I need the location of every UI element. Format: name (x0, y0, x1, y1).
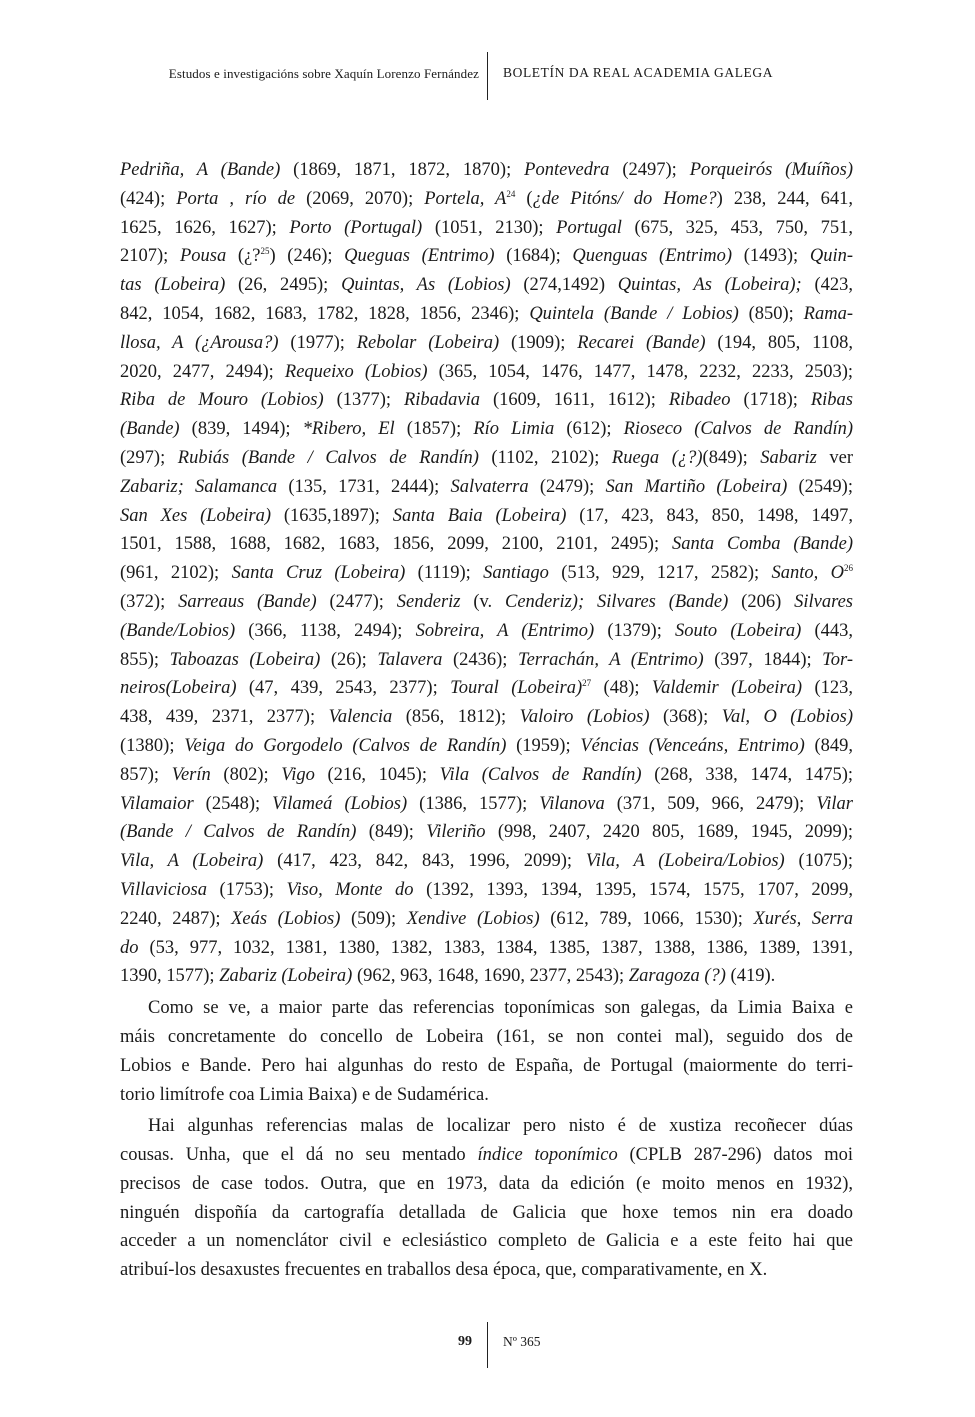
italic-text: Quintas, As (Lobeira); (617, 275, 802, 296)
text-line (120, 905, 853, 934)
text: ) 238, 244, 641, (716, 188, 853, 209)
italic-text: Zabariz (Lobeira) (219, 966, 353, 987)
running-header (0, 52, 975, 100)
text: (1386, 1577); (407, 793, 540, 814)
text-line (120, 1170, 853, 1199)
text: Lobios e Bande. Pero hai algunhas do resto de España, de Portugal (maiormente do terri- (120, 1055, 853, 1076)
text: (675, 325, 453, 750, 751, (621, 217, 853, 238)
text: (1909); (499, 332, 578, 353)
text: (1857); (394, 419, 474, 440)
italic-text: Vilamaior (120, 793, 194, 814)
text-line (120, 934, 853, 963)
text: (417, 423, 842, 843, 1996, 2099); (263, 851, 586, 872)
italic-text: Villaviciosa (120, 879, 207, 900)
italic-text: Vilar (816, 793, 854, 814)
text-line (120, 1023, 853, 1052)
text: (397, 1844); (703, 649, 823, 670)
italic-text: (Bande) (120, 419, 180, 440)
italic-text: Souto (Lobeira) (675, 620, 802, 641)
text-line (120, 214, 853, 243)
text: cousas. Unha, que el dá no seu mentado (120, 1145, 478, 1166)
body-paragraph-1 (120, 994, 853, 1109)
text-line (120, 876, 853, 905)
italic-text: Vigo (281, 764, 315, 785)
italic-text: Vilanova (539, 793, 605, 814)
italic-text: *Ribero, El (302, 419, 395, 440)
text: (1392, 1393, 1394, 1395, 1574, 1575, 1707, 2099, (413, 879, 853, 900)
text: (839, 1494); (179, 419, 303, 440)
text: (47, 439, 2543, 2377); (236, 678, 451, 699)
text: (2479); (528, 476, 606, 497)
text: (856, 1812); (392, 707, 520, 728)
text: (¿? (226, 246, 261, 267)
text: (1635,1897); (271, 505, 393, 526)
text-line (120, 329, 853, 358)
text: (1377); (323, 390, 404, 411)
italic-text: Valoiro (Lobios) (519, 707, 650, 728)
text-line (120, 847, 853, 876)
text: (297); (120, 447, 178, 468)
italic-text: Pousa (179, 246, 227, 267)
italic-text: Ribadavia (403, 390, 481, 411)
text-line (120, 761, 853, 790)
body-paragraph-2 (120, 1112, 853, 1285)
italic-text: Xendive (Lobios) (406, 908, 540, 929)
text: (368); (649, 707, 722, 728)
text: (1609, 1611, 1612); (480, 390, 669, 411)
italic-text: Toural (Lobeira) (450, 678, 583, 699)
italic-text: Véncias (Venceáns, Entrimo) (580, 735, 805, 756)
text: (513, 929, 1217, 2582); (548, 563, 772, 584)
italic-text: Val, O (Lobios) (721, 707, 853, 728)
text: (961, 2102); (120, 563, 232, 584)
text-line (120, 818, 853, 847)
text: torio limítrofe coa Limia Baixa) e de Sudamérica. (120, 1084, 489, 1105)
text-line (120, 300, 853, 329)
italic-text: Xeás (Lobios) (231, 908, 341, 929)
text: (1977); (278, 332, 357, 353)
text-line (120, 732, 853, 761)
italic-text: Porqueirós (Muíños) (689, 160, 853, 180)
text-line (120, 646, 853, 675)
text: (423, (801, 275, 854, 296)
italic-text: neiros(Lobeira) (120, 678, 237, 699)
page-number: 99 (458, 1334, 472, 1349)
text: máis concretamente do concello de Lobeira (161, se non contei mal), seguido dos de (120, 1026, 853, 1047)
text-line (120, 1227, 853, 1256)
italic-text: Valencia (328, 707, 393, 728)
italic-text: Vila, A (Lobeira) (120, 851, 264, 872)
text: ( (515, 188, 533, 209)
text: (216, 1045); (314, 764, 440, 785)
text: (2497); (609, 160, 690, 180)
italic-text: llosa, A (¿Arousa?) (120, 332, 279, 353)
italic-text: Quin- (809, 246, 853, 267)
text: 2107); (120, 246, 180, 267)
italic-text: Sabariz (760, 447, 817, 468)
italic-text: Rubiás (Bande / Calvos de Randín) (177, 447, 479, 468)
italic-text: Portugal (556, 217, 622, 238)
text-line (120, 242, 853, 271)
text-line (120, 1256, 853, 1285)
italic-text: Sobreira, A (Entrimo) (415, 620, 595, 641)
italic-text: tas (Lobeira) (120, 275, 226, 296)
text-line (120, 703, 853, 732)
italic-text: índice toponímico (477, 1145, 618, 1166)
text: (2548); (193, 793, 273, 814)
text: (123, (802, 678, 853, 699)
italic-text: Riba de Mouro (Lobios) (120, 390, 324, 411)
text: (612, 789, 1066, 1530); (539, 908, 754, 929)
issue-number: Nº 365 (503, 1334, 541, 1349)
header-journal-title: BOLETÍN DA REAL ACADEMIA GALEGA (503, 65, 774, 80)
text-line (120, 444, 853, 473)
italic-text: Río Limia (473, 419, 555, 440)
text: (419). (725, 966, 776, 987)
text-line (120, 994, 853, 1023)
italic-text: Quenguas (Entrimo) (572, 246, 733, 267)
text: (612); (554, 419, 624, 440)
italic-text: Santa Baia (Lobeira) (392, 505, 567, 526)
text-line (120, 790, 853, 819)
text-line (120, 674, 853, 703)
italic-text: ¿de Pitóns/ do Home? (532, 188, 717, 209)
text: (1051, 2130); (422, 217, 557, 238)
text: (48); (591, 678, 652, 699)
italic-text: Quintas, As (Lobios) (341, 275, 511, 296)
italic-text: Talavera (377, 649, 443, 670)
text-line (120, 473, 853, 502)
italic-text: Taboazas (Lobeira) (169, 649, 321, 670)
italic-text: Santiago (483, 563, 549, 584)
text-line (120, 1052, 853, 1081)
header-divider (487, 52, 488, 100)
italic-text: Santa Comba (Bande) (672, 534, 853, 555)
italic-text: Pedriña, A (Bande) (120, 160, 281, 180)
italic-text: Ribas (810, 390, 853, 411)
text: 857); (120, 764, 172, 785)
text: (CPLB 287-296) datos moi (617, 1145, 853, 1166)
text: (372); (120, 591, 179, 612)
italic-text: Rioseco (Calvos de Randín) (623, 419, 854, 440)
text-line (120, 386, 853, 415)
italic-text: Sarreaus (Bande) (178, 591, 317, 612)
text: 1390, 1577); (120, 966, 220, 987)
italic-text: Veiga do Gorgodelo (Calvos de Randín) (184, 735, 507, 756)
italic-text: Requeixo (Lobios) (284, 361, 428, 382)
article-body (120, 156, 853, 1285)
italic-text: Senderiz (396, 591, 461, 612)
text: (1119); (405, 563, 484, 584)
italic-text: Rama- (803, 303, 853, 324)
footnote-reference: 25 (260, 246, 270, 257)
italic-text: Santo, O (771, 563, 845, 584)
header-section-title: Estudos e investigacións sobre Xaquín Lorenzo Fernández (168, 66, 479, 81)
italic-text: Zaragoza (?) (628, 966, 726, 987)
text: (849); (356, 822, 427, 843)
italic-text: Vileriño (426, 822, 486, 843)
text: ninguén dispoñía da cartografía detallada de Galicia que hoxe temos nin era doado (120, 1202, 853, 1223)
text: (2436); (442, 649, 518, 670)
italic-text: Xurés, Serra (753, 908, 853, 929)
text: (1380); (120, 735, 185, 756)
italic-text: Portela, A (424, 188, 507, 209)
text: (206) (728, 591, 795, 612)
text-line (120, 1199, 853, 1228)
text-line (120, 962, 853, 991)
text: (962, 963, 1648, 1690, 2377, 2543); (352, 966, 629, 987)
text: (802); (210, 764, 282, 785)
italic-text: Pontevedra (524, 160, 610, 180)
text-line (120, 530, 853, 559)
text: 2240, 2487); (120, 908, 232, 929)
italic-text: Porta , río de (176, 188, 296, 209)
italic-text: Salvaterra (450, 476, 529, 497)
text-line (120, 502, 853, 531)
text: (2477); (316, 591, 397, 612)
text: (1075); (784, 851, 853, 872)
italic-text: (Bande / Calvos de Randín) (120, 822, 357, 843)
italic-text: Queguas (Entrimo) (344, 246, 495, 267)
text: (1379); (594, 620, 676, 641)
text: (1718); (730, 390, 811, 411)
footnote-reference: 24 (506, 188, 516, 199)
footnote-reference: 27 (582, 678, 592, 689)
text: (849); (702, 447, 761, 468)
text: (2549); (787, 476, 853, 497)
italic-text: San Martiño (Lobeira) (605, 476, 788, 497)
italic-text: Verín (171, 764, 211, 785)
text: atribuí-los desaxustes frecuentes en traballos desa época, que, comparativamente, en X. (120, 1260, 768, 1281)
text: (424); (120, 188, 177, 209)
text: (509); (340, 908, 407, 929)
italic-text: Ribadeo (668, 390, 731, 411)
text: acceder a un nomenclátor civil e eclesiástico completo de Galicia e a este feito hai que (120, 1231, 853, 1252)
footer-divider (487, 1322, 488, 1368)
text: (53, 977, 1032, 1381, 1380, 1382, 1383, 1384, 1385, 1387, 1388, 1386, 1389, 1391, (138, 937, 853, 958)
text: (1753); (207, 879, 287, 900)
text: (17, 423, 843, 850, 1498, 1497, (566, 505, 853, 526)
text: (1102, 2102); (478, 447, 612, 468)
italic-text: do (120, 937, 139, 958)
text: (1869, 1871, 1872, 1870); (280, 160, 525, 180)
text: (194, 805, 1108, (705, 332, 854, 353)
text: (26); (320, 649, 378, 670)
text-line (120, 185, 853, 214)
italic-text: Vila, A (Lobeira/Lobios) (585, 851, 785, 872)
text-line (120, 1081, 853, 1110)
text: (1959); (506, 735, 581, 756)
text: (371, 509, 966, 2479); (604, 793, 817, 814)
italic-text: Ruega (¿?) (611, 447, 703, 468)
text: Hai algunhas referencias malas de localizar pero nisto é de xustiza recoñecer dúas (148, 1116, 853, 1137)
footnote-reference: 26 (844, 563, 854, 574)
text: 842, 1054, 1682, 1683, 1782, 1828, 1856, 2346); (120, 303, 530, 324)
text: 855); (120, 649, 170, 670)
text: (366, 1138, 2494); (235, 620, 416, 641)
text: 1625, 1626, 1627); (120, 217, 290, 238)
text-line (120, 617, 853, 646)
italic-text: Vila (Calvos de Randín) (439, 764, 642, 785)
text: (268, 338, 1474, 1475); (641, 764, 854, 785)
text: (850); (738, 303, 804, 324)
text: 2020, 2477, 2494); (120, 361, 285, 382)
text: (135, 1731, 2444); (277, 476, 451, 497)
italic-text: Valdemir (Lobeira) (651, 678, 803, 699)
text-line (120, 1112, 853, 1141)
italic-text: Cenderiz); Silvares (Bande) (505, 591, 729, 612)
text: precisos de case todos. Outra, que en 1973, data da edición (e moito menos en 1932), (120, 1173, 853, 1194)
text: (274,1492) (510, 275, 618, 296)
italic-text: (Bande/Lobios) (120, 620, 236, 641)
text: (v. (460, 591, 505, 612)
text-line (120, 358, 853, 387)
italic-text: Santa Cruz (Lobeira) (231, 563, 406, 584)
text-line (120, 415, 853, 444)
italic-text: San Xes (Lobeira) (120, 505, 272, 526)
text: (1493); (732, 246, 810, 267)
text: 1501, 1588, 1688, 1682, 1683, 1856, 2099, 2100, 2101, 2495); (120, 534, 672, 555)
italic-text: Porto (Portugal) (289, 217, 423, 238)
italic-text: Silvares (794, 591, 853, 612)
italic-text: Tor- (822, 649, 853, 670)
text: ver (816, 447, 854, 468)
text: Como se ve, a maior parte das referencias toponímicas son galegas, da Limia Baixa e (148, 998, 853, 1019)
italic-text: Vilameá (Lobios) (272, 793, 408, 814)
text-line (120, 559, 853, 588)
text-line (120, 156, 853, 185)
italic-text: Viso, Monte do (286, 879, 414, 900)
text: (365, 1054, 1476, 1477, 1478, 2232, 2233, 2503); (427, 361, 853, 382)
italic-text: Zabariz; Salamanca (120, 476, 278, 497)
italic-text: Rebolar (Lobeira) (356, 332, 500, 353)
page-footer (0, 1322, 975, 1368)
text: (2069, 2070); (295, 188, 425, 209)
italic-text: Recarei (Bande) (577, 332, 706, 353)
text: (1684); (494, 246, 573, 267)
text-line (120, 588, 853, 617)
text: ) (246); (269, 246, 345, 267)
text: (26, 2495); (225, 275, 342, 296)
text-line (120, 271, 853, 300)
text: 438, 439, 2371, 2377); (120, 707, 329, 728)
text: (998, 2407, 2420 805, 1689, 1945, 2099); (485, 822, 853, 843)
text-line (120, 1141, 853, 1170)
text: (443, (801, 620, 853, 641)
italic-text: Terrachán, A (Entrimo) (517, 649, 704, 670)
toponym-index-paragraph (120, 156, 853, 991)
italic-text: Quintela (Bande / Lobios) (529, 303, 739, 324)
text: (849, (804, 735, 853, 756)
